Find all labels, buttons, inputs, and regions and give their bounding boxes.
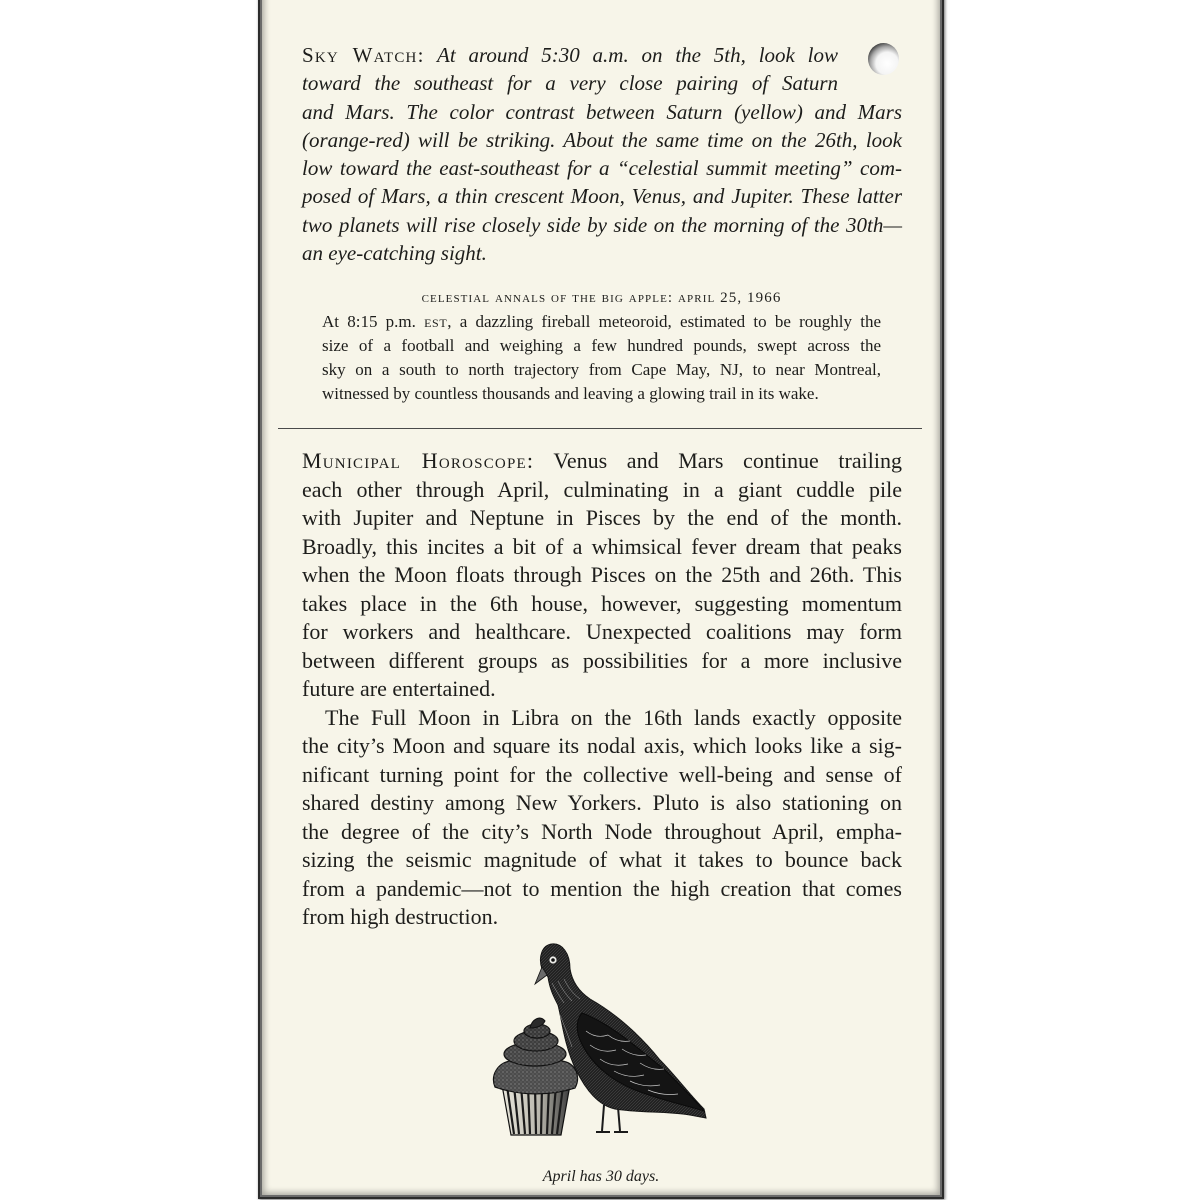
- sky-watch-section: [302, 41, 902, 267]
- horoscope-line: with Jupiter and Neptune in Pisces by the end of the month.: [302, 505, 902, 530]
- pigeon-and-cupcake-illustration: [490, 935, 710, 1140]
- sky-watch-line: and Mars. The color contrast between Saturn (yellow) and Mars: [302, 99, 902, 124]
- sky-watch-label: Sky Watch:: [302, 43, 425, 67]
- annals-line: [322, 310, 881, 334]
- horoscope-line: Broadly, this incites a bit of a whimsical fever dream that peaks: [302, 533, 902, 559]
- sky-watch-line: toward the southeast for a very close pairing of Saturn: [302, 71, 838, 96]
- annals-text: , a dazzling fireball meteoroid, estimated to be roughly the: [447, 312, 881, 331]
- horoscope-line: The Full Moon in Libra on the 16th lands exactly opposite: [325, 704, 902, 730]
- horoscope-line: takes place in the 6th house, however, suggesting momentum: [302, 590, 902, 616]
- horoscope-line: the city’s Moon and square its nodal axis, which looks like a sig-: [302, 733, 902, 758]
- annals-heading: celestial annals of the big apple: april 25, 1966: [421, 290, 782, 306]
- horoscope-line: from a pandemic—not to mention the high creation that comes: [302, 875, 902, 901]
- horoscope-section: [302, 447, 902, 932]
- sky-watch-line: two planets will rise closely side by side on the morning of the 30th—: [302, 212, 902, 237]
- sky-watch-line: posed of Mars, a thin crescent Moon, Venus, and Jupiter. These latter: [302, 184, 902, 209]
- horoscope-line: [302, 447, 902, 476]
- horoscope-line: when the Moon floats through Pisces on the 25th and 26th. This: [302, 562, 902, 587]
- horoscope-line: each other through April, culminating in a giant cuddle pile: [302, 476, 902, 502]
- annals-line: size of a football and weighing a few hundred pounds, swept across the: [322, 336, 881, 355]
- horoscope-label: Municipal Horoscope:: [302, 448, 535, 473]
- horoscope-line: between different groups as possibilities for a more inclusive: [302, 647, 902, 673]
- sky-watch-line: (orange-red) will be striking. About the same time on the 26th, look: [302, 127, 902, 152]
- horoscope-line: future are entertained.: [302, 676, 496, 701]
- annals-section: [322, 310, 881, 406]
- horoscope-text: Venus and Mars continue trailing: [553, 448, 902, 473]
- sky-watch-line: [302, 41, 838, 69]
- horoscope-line: shared destiny among New Yorkers. Pluto is also stationing on: [302, 790, 902, 815]
- annals-line: witnessed by countless thousands and leaving a glowing trail in its wake.: [322, 384, 819, 403]
- month-length-caption: April has 30 days.: [542, 1168, 660, 1185]
- timezone-abbr: est: [424, 312, 448, 331]
- horoscope-line: nificant turning point for the collective well-being and sense of: [302, 761, 902, 787]
- annals-line: sky on a south to north trajectory from Cape May, NJ, to near Montreal,: [322, 360, 881, 379]
- horoscope-line: sizing the seismic magnitude of what it takes to bounce back: [302, 847, 902, 872]
- horoscope-line: for workers and healthcare. Unexpected coalitions may form: [302, 619, 902, 644]
- sky-watch-text: At around 5:30 a.m. on the 5th, look low: [437, 43, 838, 67]
- section-divider: [278, 428, 922, 429]
- annals-text: At 8:15 p.m.: [322, 312, 425, 331]
- horoscope-line: from high destruction.: [302, 904, 499, 929]
- sky-watch-line: an eye-catching sight.: [302, 241, 487, 266]
- horoscope-line: the degree of the city’s North Node throughout April, empha-: [302, 818, 902, 844]
- sky-watch-line: low toward the east-southeast for a “celestial summit meeting” com-: [302, 156, 902, 181]
